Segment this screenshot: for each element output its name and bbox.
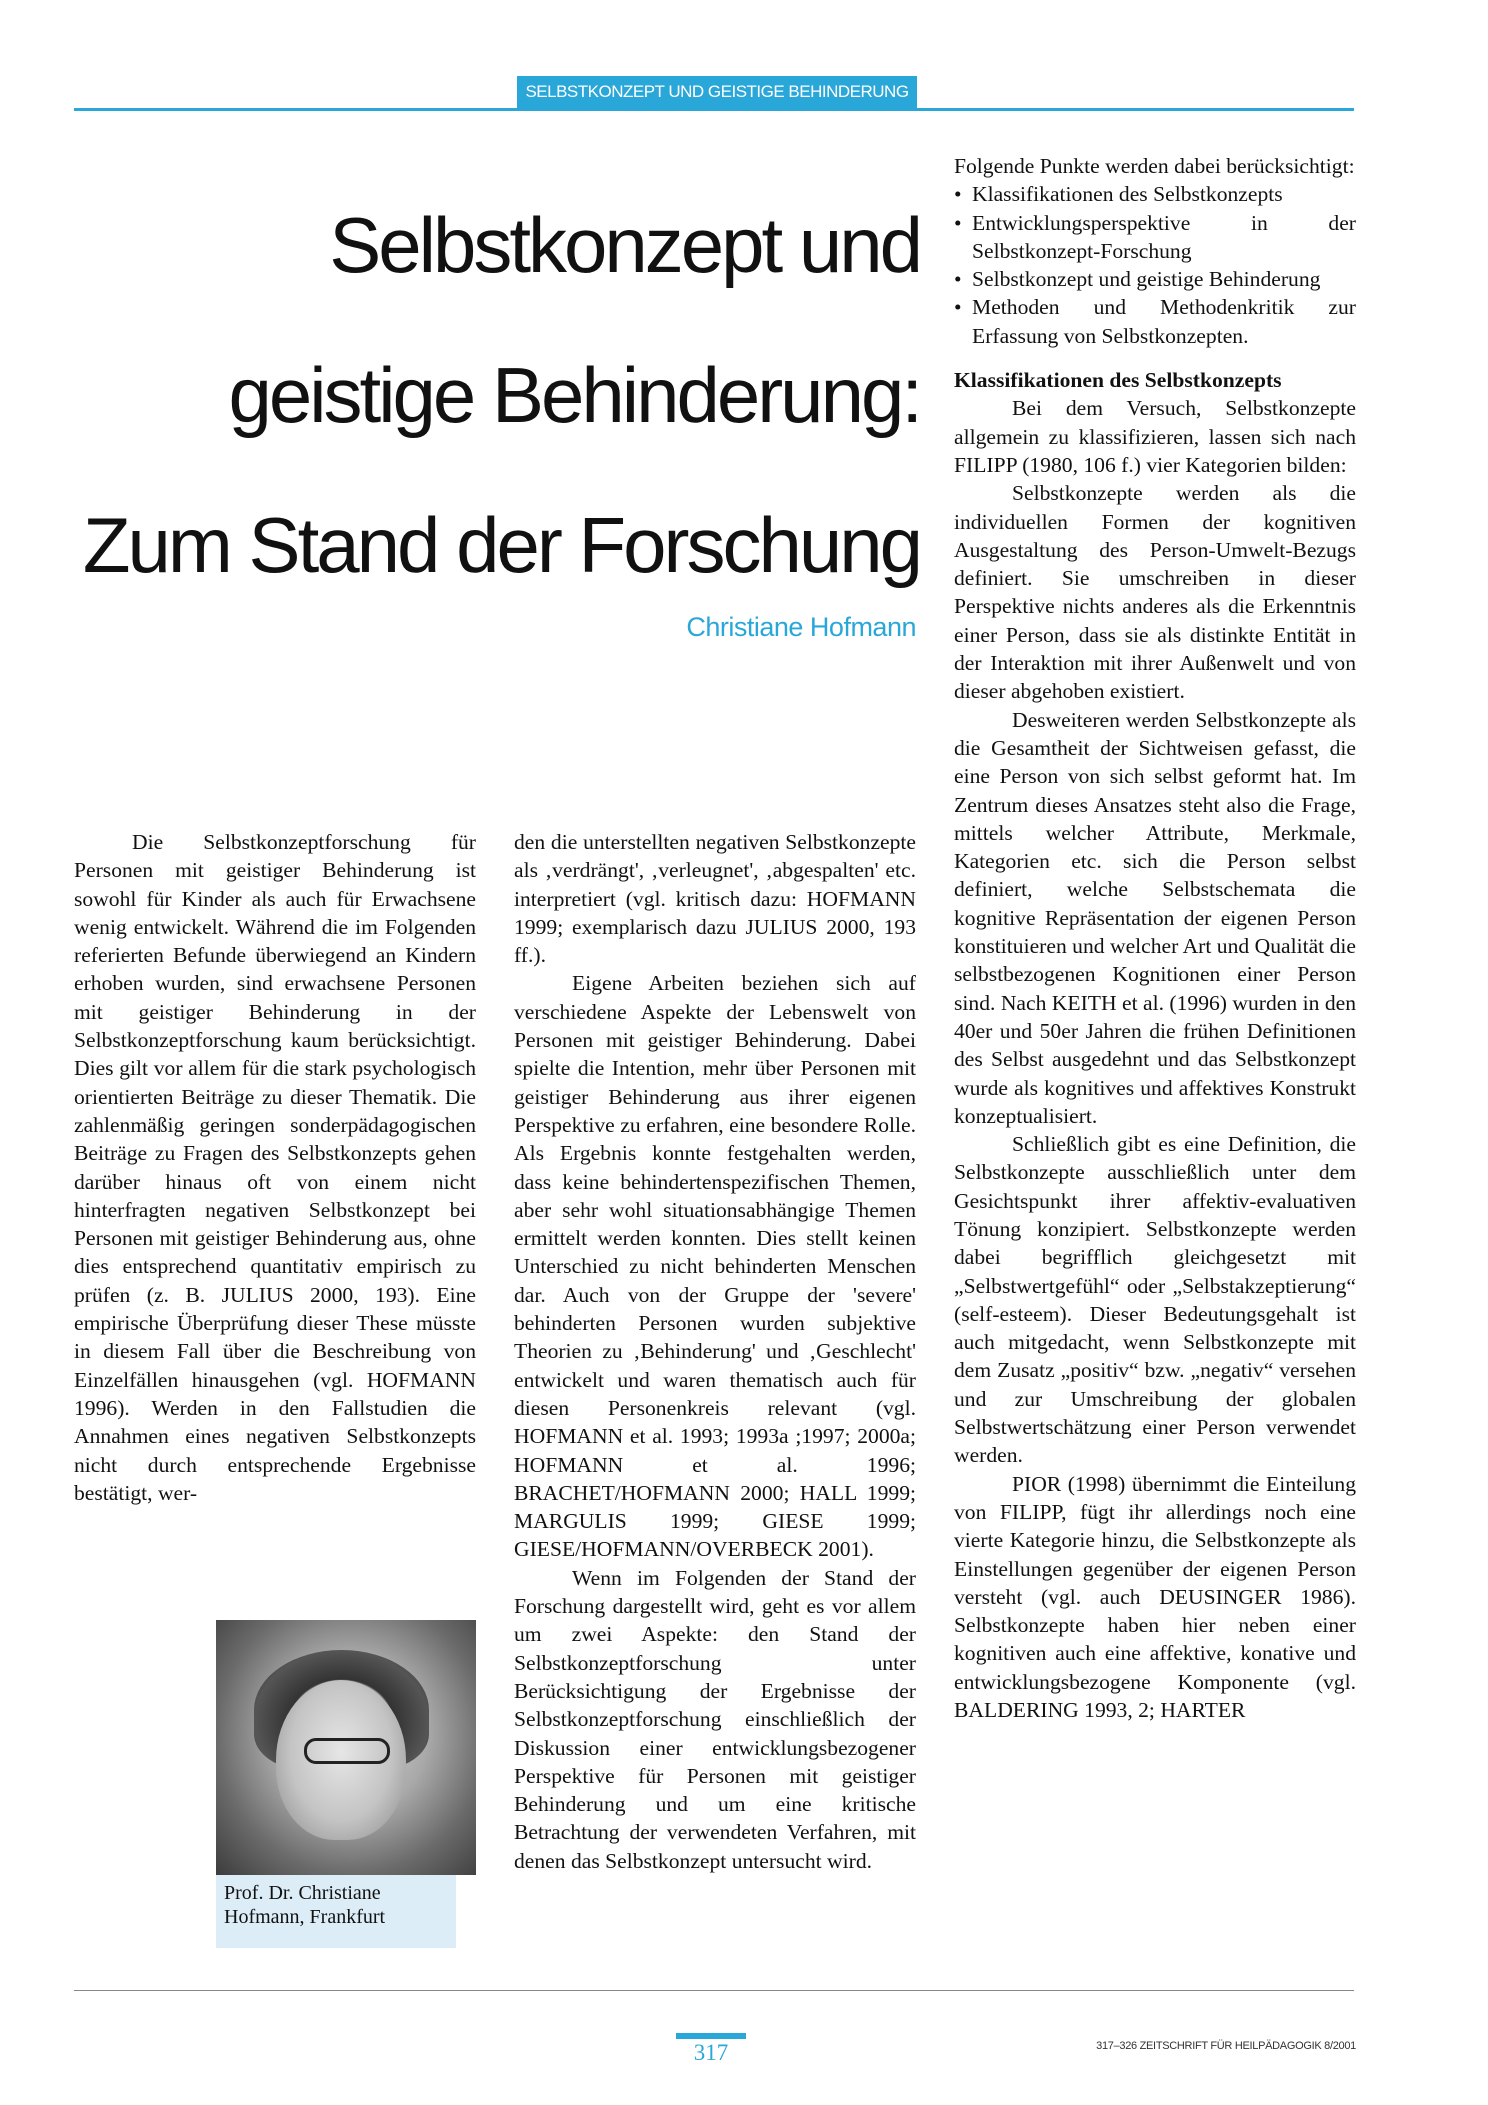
section-heading: Klassifikationen des Selbstkonzepts [954,368,1282,393]
paragraph: Selbstkonzepte werden als die individuellen Formen der kognitiven Ausgestaltung des Person-Umwelt-Bezugs definiert. Sie umschreiben in dieser Perspektive nichts anderes als die Erkenntnis einer Person, dass sie als distinkte Entität in der Interaktion mit ihrer Außenwelt und von dieser abgehoben existiert. [954,481,1356,704]
page-number: 317 [693,2040,729,2065]
paragraph: den die unterstellten negativen Selbstkonzepte als ‚verdrängt', ‚verleugnet', ‚abgespalten' etc. interpretiert (vgl. kritisch dazu: HOFMANN 1999; exemplarisch dazu JULIUS 2000, 193 ff.). [514,830,916,968]
paragraph: Bei dem Versuch, Selbstkonzepte allgemein zu klassifizieren, lassen sich nach FILIPP (1980, 106 f.) vier Kategorien bilden: [954,396,1356,477]
paragraph: Desweiteren werden Selbstkonzepte als die Gesamtheit der Sichtweisen gefasst, die eine Person von sich selbst geformt hat. Im Zentrum dieses Ansatzes steht also die Frage, mittels welcher Attribute, Merkmale, Kategorien etc. sich die Person selbst definiert, welche Selbstschemata die kognitive Repräsentation der eigenen Person konstituieren und welcher Art und Qualität die selbstbezogenen Kognitionen einer Person sind. Nach KEITH et al. (1996) wurden in den 40er und 50er Jahren die frühen Definitionen des Selbst ausgedehnt und das Selbstkonzept wurde als kognitives und affektives Konstrukt konzeptualisiert. [954,707,1356,1128]
paragraph: Schließlich gibt es eine Definition, die Selbstkonzepte ausschließlich unter dem Gesichtspunkt ihrer affektiv-evaluativen Tönung konzipiert. Selbstkonzepte werden dabei begrifflich gleichgesetzt mit „Selbstwertgefühl“ oder „Selbstakzeptierung“ (self-esteem). Dieser Bedeutungsgehalt ist auch mitgedacht, wenn Selbstkonzepte mit dem Zusatz „positiv“ bzw. „negativ“ versehen und zur Umschreibung der globalen Selbstwertschätzung einer Person verwendet werden. [954,1132,1356,1468]
journal-reference: 317–326 ZEITSCHRIFT FÜR HEILPÄDAGOGIK 8/2001 [1096,2040,1356,2052]
running-head: SELBSTKONZEPT UND GEISTIGE BEHINDERUNG [517,76,917,108]
topic-list [954,180,1356,350]
footer-rule [74,1990,1354,1991]
article-title [60,170,920,620]
list-item: • Entwicklungsperspektive in der Selbstkonzept-Forschung [954,209,1356,266]
author-photo [216,1620,476,1875]
paragraph: Folgende Punkte werden dabei berücksichtigt: [954,154,1355,178]
title-line-1: Selbstkonzept und [329,201,920,289]
photo-glasses [304,1738,390,1764]
title-line-3: Zum Stand der Forschung [82,501,920,589]
paragraph: Eigene Arbeiten beziehen sich auf verschiedene Aspekte der Lebenswelt von Personen mit geistiger Behinderung. Dabei spielte die Intention, mehr über Personen mit geistiger Behinderung aus ihrer eigenen Perspektive zu erfahren, eine besondere Rolle. Als Ergebnis konnte festgehalten werden, dass keine behindertenspezifischen Themen, aber sehr wohl situationsabhängige Themen ermittelt werden konnten. Dies stellt keinen Unterschied zu nicht behinderten Menschen dar. Auch von der Gruppe der 'severe' behinderten Personen wurden subjektive Theorien zu ‚Behinderung' und ‚Geschlecht' entwickelt und waren thematisch auch für diesen Personenkreis relevant (vgl. HOFMANN et al. 1993; 1993a ;1997; 2000a; HOFMANN et al. 1996; BRACHET/HOFMANN 2000; HALL 1999; MARGULIS 1999; GIESE 1999; GIESE/HOFMANN/OVERBECK 2001). [514,971,916,1562]
paragraph: Die Selbstkonzeptforschung für Personen mit geistiger Behinderung ist sowohl für Kinder als auch für Erwachsene wenig entwickelt. Während die im Folgenden referierten Befunde überwiegend an Kindern erhoben wurden, sind erwachsene Personen mit geistiger Behinderung in der Selbstkonzeptforschung kaum berücksichtigt. Dies gilt vor allem für die stark psychologisch orientierten Beiträge zu dieser Thematik. Die zahlenmäßig geringen sonderpädagogischen Beiträge zu Fragen des Selbstkonzepts gehen darüber hinaus oft von einem nicht hinterfragten negativen Selbstkonzept bei Personen mit geistiger Behinderung aus, ohne dies entsprechend quantitativ empirisch zu prüfen (z. B. JULIUS 2000, 193). Eine empirische Überprüfung dieser These müsste in diesem Fall über die Beschreibung von Einzelfällen hinausgehen (vgl. HOFMANN 1996). Werden in den Fallstudien die Annahmen eines negativen Selbstkonzepts nicht durch entsprechende Ergebnisse bestätigt, wer- [74,830,476,1505]
paragraph: PIOR (1998) übernimmt die Einteilung von FILIPP, fügt ihr allerdings noch eine vierte Kategorie hinzu, die Selbstkonzepte als Einstellungen gegenüber der eigenen Person versteht (vgl. auch DEUSINGER 1986). Selbstkonzepte haben hier neben einer kognitiven auch eine affektive, konative und entwicklungsbezogene Komponente (vgl. BALDERING 1993, 2; HARTER [954,1471,1356,1723]
photo-caption: Prof. Dr. Christiane Hofmann, Frankfurt [216,1875,456,1948]
column-1 [74,828,476,1507]
title-line-2: geistige Behinderung: [228,351,920,439]
list-item: • Selbstkonzept und geistige Behinderung [954,265,1356,293]
page-number-bar [676,2033,746,2039]
author-name: Christiane Hofmann [686,612,916,642]
column-2 [514,828,916,1875]
list-item: • Klassifikationen des Selbstkonzepts [954,180,1356,208]
paragraph: Wenn im Folgenden der Stand der Forschung dargestellt wird, geht es vor allem um zwei Aspekte: den Stand der Selbstkonzeptforschung unter Berücksichtigung der Ergebnisse der Selbstkonzeptforschung einschließlich der Diskussion einer entwicklungsbezogener Perspektive für Personen mit geistiger Behinderung und um eine kritische Betrachtung der verwendeten Verfahren, mit denen das Selbstkonzept untersucht wird. [514,1565,916,1873]
column-3 [954,152,1356,1724]
header-rule [74,108,1354,111]
list-item: • Methoden und Methodenkritik zur Erfassung von Selbstkonzepten. [954,293,1356,350]
